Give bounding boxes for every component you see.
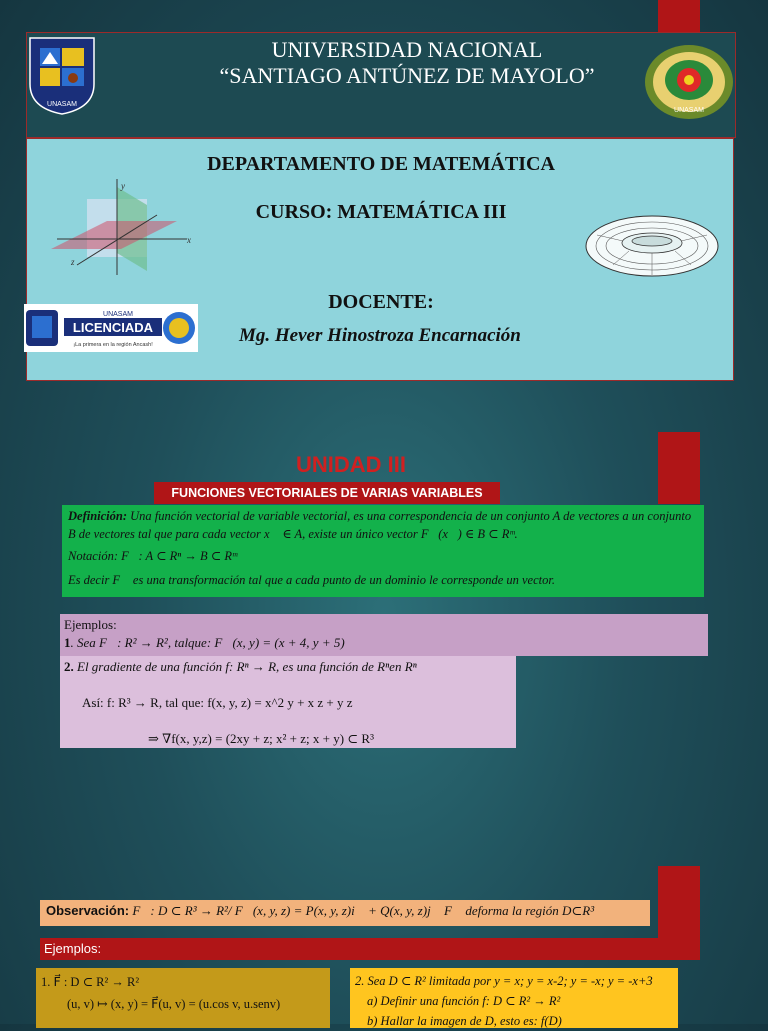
svg-text:UNASAM: UNASAM xyxy=(674,107,704,114)
gradient-text: ⇒ ∇f(x, y,z) = (2xy + z; x² + z; x + y) ⊂ R³ xyxy=(148,731,374,746)
university-name-line1: UNIVERSIDAD NACIONAL xyxy=(271,37,543,62)
examples-bar: Ejemplos: xyxy=(40,938,700,960)
definition-text xyxy=(68,507,698,543)
es-decir-text: Es decir F⃗ es una transformación tal que a cada punto de un dominio le corresponde un vector. xyxy=(68,573,555,587)
observation-text: F⃗: D ⊂ R³ → R²/ F⃗(x, y, z) = P(x, y, z)i⃗ + Q(x, y, z)j⃗ F⃗ deforma la región D⊂R³ xyxy=(129,903,595,918)
example-2-text: El gradiente de una función f: Rⁿ → R, es una función de Rⁿen Rⁿ xyxy=(73,659,417,674)
docente-name: Mg. Hever Hinostroza Encarnación xyxy=(239,325,521,346)
axes-planes-illustration xyxy=(47,179,197,279)
top-red-tab xyxy=(658,0,700,32)
university-name-line2: “SANTIAGO ANTÚNEZ DE MAYOLO” xyxy=(219,63,595,88)
unit-title: UNIDAD III xyxy=(296,452,406,477)
torus-illustration xyxy=(583,213,721,279)
example-right-line2: a) Definir una función f: D ⊂ R² → R² xyxy=(367,994,561,1008)
faculty-seal-logo xyxy=(644,44,734,120)
department-title: DEPARTAMENTO DE MATEMÁTICA xyxy=(207,153,555,175)
example-2-number: 2. xyxy=(64,659,74,674)
svg-text:z: z xyxy=(71,257,75,267)
course-title: CURSO: MATEMÁTICA III xyxy=(255,201,507,223)
example-right-line1: 2. Sea D ⊂ R² limitada por y = x; y = x-2; y = -x; y = -x+3 xyxy=(355,974,653,988)
svg-text:¡La primera en la región Ancas: ¡La primera en la región Ancash! xyxy=(73,342,153,348)
example-left-box xyxy=(36,968,330,1028)
observation-label: Observación: xyxy=(46,903,130,918)
mid-red-tab xyxy=(658,432,700,504)
example-1-number: 1 xyxy=(64,635,71,650)
example-left-line1: 1. F⃗ : D ⊂ R² → R² xyxy=(41,975,140,989)
header-band xyxy=(26,32,736,138)
examples-box-1 xyxy=(60,614,708,656)
svg-text:x: x xyxy=(187,235,191,245)
example-1-text: . Sea F⃗: R² → R², talque: F⃗(x, y) = (x + 4, y + 5) xyxy=(70,635,345,650)
asi-text: Así: f: R³ → R, tal que: f(x, y, z) = x^2 y + x z + y z xyxy=(82,695,353,710)
observation-box xyxy=(40,900,650,926)
notation-text: Notación: F⃗: A ⊂ Rⁿ → B ⊂ Rᵐ xyxy=(68,549,238,563)
svg-text:UNASAM: UNASAM xyxy=(103,311,133,318)
unit-subtitle: FUNCIONES VECTORIALES DE VARIAS VARIABLES xyxy=(154,482,500,504)
unasam-shield-logo xyxy=(26,36,98,116)
example-1 xyxy=(64,634,704,652)
svg-text:LICENCIADA: LICENCIADA xyxy=(72,320,154,335)
definition-body: Una función vectorial de variable vectorial, es una correspondencia de un conjunto A de vectores a un conjunto B de vectores tal que para cada vector x⃗ ∈ A, existe un único vector F⃗(x⃗) ∈ B ⊂ Rᵐ. xyxy=(68,509,692,541)
lower-red-tab xyxy=(658,866,700,938)
definition-label: Definición: xyxy=(68,509,128,523)
example-2 xyxy=(64,658,512,676)
example-left-line2: (u, v) ↦ (x, y) = F⃗(u, v) = (u.cos v, u.senv) xyxy=(67,997,281,1011)
svg-text:UNASAM: UNASAM xyxy=(47,101,77,108)
examples-box-2 xyxy=(60,656,516,748)
svg-text:y: y xyxy=(121,181,125,191)
example-right-line3: b) Hallar la imagen de D, esto es: f(D) xyxy=(367,1014,562,1028)
docente-label: DOCENTE: xyxy=(328,291,434,313)
example-right-box xyxy=(350,968,678,1028)
examples-heading: Ejemplos: xyxy=(64,617,117,632)
definition-box xyxy=(62,505,704,597)
licenciada-badge xyxy=(24,304,198,352)
